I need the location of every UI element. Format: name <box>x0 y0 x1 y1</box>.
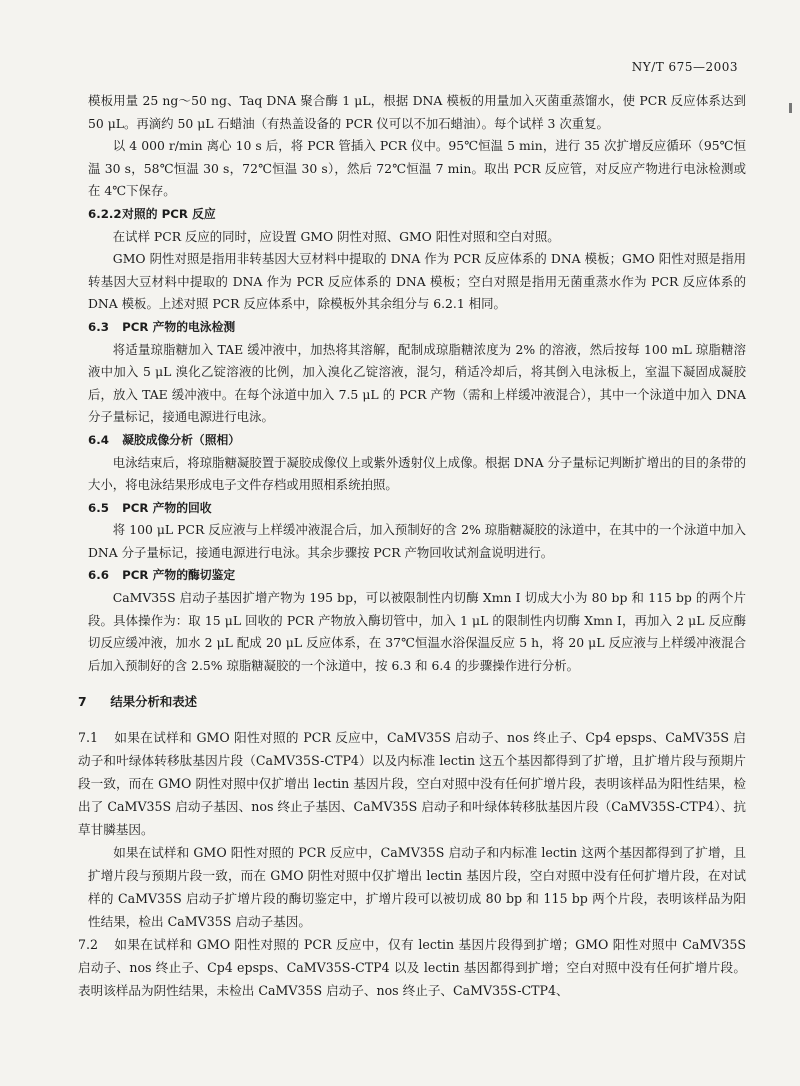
section-heading-6-5 <box>88 497 746 520</box>
clause-7-2 <box>78 933 746 1002</box>
paragraph: CaMV35S 启动子基因扩增产物为 195 bp，可以被限制性内切酶 Xmn Ⅰ 切成大小为 80 bp 和 115 bp 的两个片段。具体操作为：取 15 μL 回收的 PCR 产物放入酶切管中，加入 1 μL 的限制性内切酶 Xmn Ⅰ，再加入 2 μL 反应酶切反应缓冲液，加水 2 μL 配成 20 μL 反应体系，在 37℃恒温水浴保温反应 5 h，将 20 μL 反应液与上样缓冲液混合后加入预制好的含 2.5% 琼脂糖凝胶的一个泳道中，按 6.3 和 6.4 的步骤操作进行分析。 <box>88 590 746 673</box>
paragraph: 在试样 PCR 反应的同时，应设置 GMO 阴性对照、GMO 阳性对照和空白对照。 <box>112 228 560 244</box>
clause-text: 如果在试样和 GMO 阳性对照的 PCR 反应中，仅有 lectin 基因片段得到扩增；GMO 阳性对照中 CaMV35S 启动子、nos 终止子、Cp4 epsps、CaMV35S-CTP4 以及 lectin 基因都得到扩增；空白对照中没有任何扩增片段。表明该样品为阴性结果，未检出 CaMV35S 启动子、nos 终止子、CaMV35S-CTP4、 <box>78 937 746 999</box>
section-number: 6.5 <box>88 500 109 515</box>
section-number: 6.4 <box>88 432 109 447</box>
page-body <box>78 90 746 1002</box>
paragraph: 将 100 μL PCR 反应液与上样缓冲液混合后，加入预制好的含 2% 琼脂糖凝胶的泳道中，在其中的一个泳道中加入 DNA 分子量标记，接通电源进行电泳。其余步骤按 PCR 产物回收试剂盒说明进行。 <box>88 522 746 560</box>
section-title: 结果分析和表述 <box>110 694 198 710</box>
standard-code: NY/T 675—2003 <box>631 60 738 74</box>
section-title: PCR 产物的酶切鉴定 <box>122 568 236 583</box>
clause-number: 7.2 <box>78 937 99 953</box>
paragraph: 如果在试样和 GMO 阳性对照的 PCR 反应中，CaMV35S 启动子和内标准 lectin 这两个基因都得到了扩增，且扩增片段与预期片段一致，而在 GMO 阴性对照中仅扩增出 lectin 基因片段，空白对照中没有任何扩增片段，在对试样的 CaMV35S 启动子扩增片段的酶切鉴定中，扩增片段可以被切成 80 bp 和 115 bp 两个片段，表明该样品为阳性结果，检出 CaMV35S 启动子基因。 <box>88 845 746 930</box>
section-heading-6-2-2 <box>88 203 746 226</box>
results-section <box>78 726 746 1002</box>
section-number: 6.2.2 <box>88 206 122 221</box>
section-number: 6.6 <box>88 568 109 583</box>
section-title: 凝胶成像分析（照相） <box>122 432 241 447</box>
paragraph: 模板用量 25 ng～50 ng、Taq DNA 聚合酶 1 μL，根据 DNA 模板的用量加入灭菌重蒸馏水，使 PCR 反应体系达到 50 μL。再滴约 50 μL 石蜡油（有热盖设备的 PCR 仪可以不加石蜡油）。每个试样 3 次重复。 <box>88 93 746 131</box>
section-title: PCR 产物的回收 <box>122 500 212 515</box>
section-heading-6-3 <box>88 316 746 339</box>
paragraph: 将适量琼脂糖加入 TAE 缓冲液中，加热将其溶解，配制成琼脂糖浓度为 2% 的溶液，然后按每 100 mL 琼脂糖溶液中加入 5 μL 溴化乙锭溶液的比例，加入溴化乙锭溶液，混匀，稍适冷却后，将其倒入电泳板上，室温下凝固成凝胶后，放入 TAE 缓冲液中。在每个泳道中加入 7.5 μL 的 PCR 产物（需和上样缓冲液混合），其中一个泳道中加入 DNA 分子量标记，接通电源进行电泳。 <box>88 341 746 425</box>
paragraph: 电泳结束后，将琼脂糖凝胶置于凝胶成像仪上或紫外透射仪上成像。根据 DNA 分子量标记判断扩增出的目的条带的大小，将电泳结果形成电子文件存档或用照相系统拍照。 <box>88 454 746 493</box>
section-title: 对照的 PCR 反应 <box>122 206 216 221</box>
section-number: 6.3 <box>88 319 109 334</box>
scan-mark <box>789 103 792 113</box>
section-heading-7 <box>78 691 746 714</box>
clause-7-1 <box>78 726 746 841</box>
section-heading-6-4 <box>88 429 746 452</box>
section-title: PCR 产物的电泳检测 <box>122 319 236 334</box>
clause-text: 如果在试样和 GMO 阳性对照的 PCR 反应中，CaMV35S 启动子、nos 终止子、Cp4 epsps、CaMV35S 启动子和叶绿体转移肽基因片段（CaMV35S-CTP4）以及内标准 lectin 这五个基因都得到了扩增，且扩增片段与预期片段一致，而在 GMO 阴性对照中仅扩增出 lectin 基因片段，空白对照中没有任何扩增片段，表明该样品为阳性结果，检出了 CaMV35S 启动子基因、nos 终止子基因、CaMV35S 启动子和叶绿体转移肽基因片段（CaMV35S-CTP4）、抗草甘膦基因。 <box>78 730 746 838</box>
paragraph: GMO 阴性对照是指用非转基因大豆材料中提取的 DNA 作为 PCR 反应体系的 DNA 模板；GMO 阳性对照是指用转基因大豆材料中提取的 DNA 作为 PCR 反应体系的 DNA 模板；空白对照是指用无菌重蒸水作为 PCR 反应体系的 DNA 模板。上述对照 PCR 反应体系中，除模板外其余组分与 6.2.1 相同。 <box>88 251 746 312</box>
paragraph: 以 4 000 r/min 离心 10 s 后，将 PCR 管插入 PCR 仪中。95℃恒温 5 min，进行 35 次扩增反应循环（95℃恒温 30 s，58℃恒温 30 s，72℃恒温 30 s），然后 72℃恒温 7 min。取出 PCR 反应管，对反应产物进行电泳检测或在 4℃下保存。 <box>88 138 746 199</box>
clause-number: 7.1 <box>78 730 99 746</box>
section-heading-6-6 <box>88 564 746 587</box>
section-number: 7 <box>78 694 87 710</box>
